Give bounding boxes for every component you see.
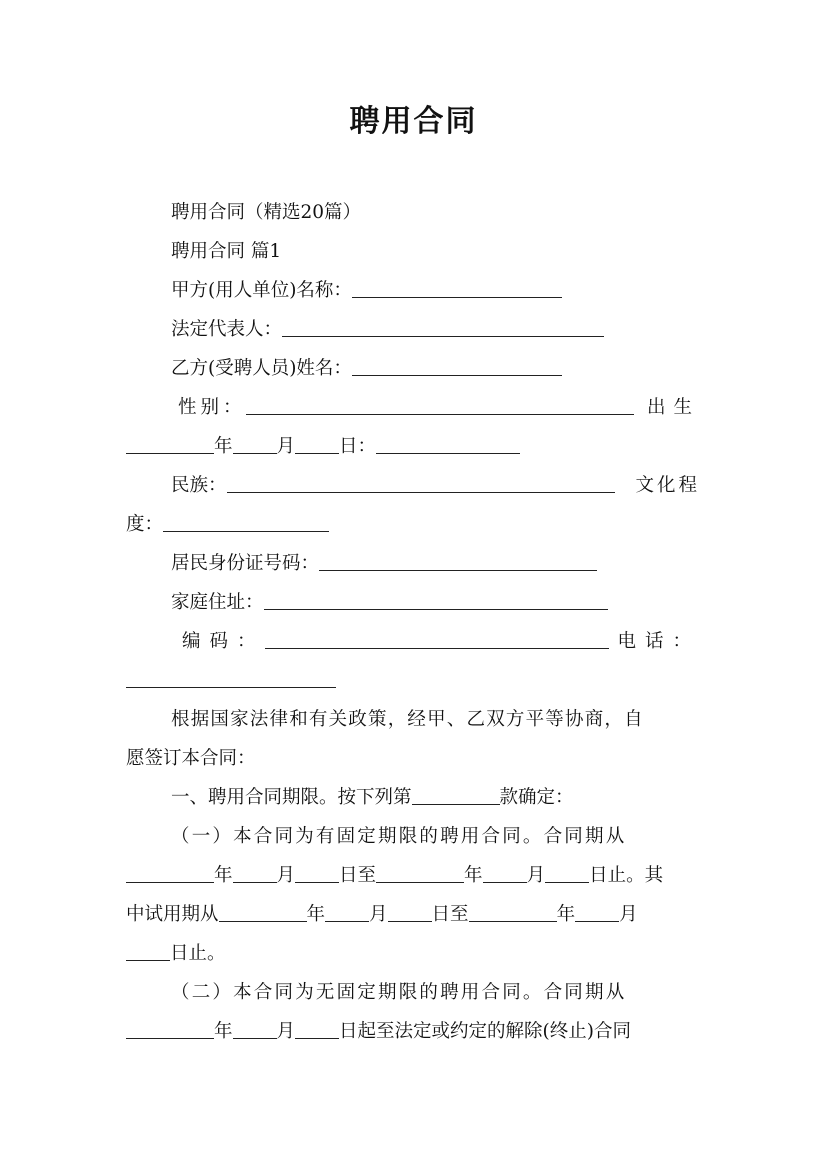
birth-year-blank[interactable] — [126, 435, 214, 454]
year-label: 年 — [214, 1021, 233, 1042]
edu-blank[interactable] — [163, 513, 329, 532]
month-label: 月 — [276, 1021, 296, 1042]
start-year-blank[interactable] — [126, 864, 214, 883]
section1-line — [171, 785, 574, 811]
year-label: 年 — [306, 904, 326, 925]
trial-end-year-blank[interactable] — [469, 903, 557, 922]
birth-date-line — [126, 434, 520, 460]
part-heading: 聘用合同 篇1 — [171, 241, 282, 262]
end-year-blank[interactable] — [376, 864, 464, 883]
year-label: 年 — [464, 865, 483, 886]
item1-line-4 — [126, 941, 226, 967]
postcode-blank[interactable] — [265, 630, 609, 649]
end-label: 日止。 — [170, 943, 226, 964]
edu-line — [126, 512, 329, 538]
section1-blank[interactable] — [412, 786, 500, 805]
start-day-blank[interactable] — [295, 864, 339, 883]
address-blank[interactable] — [264, 591, 608, 610]
id-blank[interactable] — [319, 552, 597, 571]
trial-start-month-blank[interactable] — [325, 903, 369, 922]
start-month-blank[interactable] — [233, 864, 277, 883]
end-day-blank[interactable] — [545, 864, 589, 883]
gender-blank[interactable] — [246, 396, 634, 415]
intro-line-1: 根据国家法律和有关政策，经甲、乙双方平等协商，自 — [171, 709, 644, 730]
edu-label: 文化程 — [635, 475, 700, 496]
edu-tail: 度： — [126, 514, 164, 535]
party-a-label: 甲方(用人单位)名称： — [171, 280, 352, 301]
phone-blank[interactable] — [126, 669, 336, 688]
year-label: 年 — [214, 436, 233, 457]
address-label: 家庭住址： — [171, 592, 264, 613]
postcode-line — [182, 629, 700, 655]
party-b-blank[interactable] — [352, 357, 562, 376]
nation-blank[interactable] — [227, 474, 615, 493]
birth-extra-blank[interactable] — [376, 435, 520, 454]
month-label: 月 — [619, 904, 638, 925]
address-line — [171, 590, 608, 616]
id-label: 居民身份证号码： — [171, 553, 320, 574]
month-label: 月 — [369, 904, 388, 925]
year-label: 年 — [556, 904, 576, 925]
item2-line-1: （二）本合同为无固定期限的聘用合同。合同期从 — [171, 982, 627, 1003]
document-title: 聘用合同 — [349, 104, 478, 139]
id-line — [171, 551, 597, 577]
item1-line-2 — [126, 863, 663, 889]
month-label: 月 — [276, 865, 296, 886]
month-label: 月 — [276, 436, 296, 457]
birth-day-blank[interactable] — [295, 435, 339, 454]
section1-tail: 款确定： — [499, 787, 574, 808]
item2-month-blank[interactable] — [233, 1020, 277, 1039]
item1-line-3 — [126, 902, 638, 928]
legal-rep-label: 法定代表人： — [171, 319, 283, 340]
phone-label: 电话： — [617, 631, 700, 652]
item1-line-1: （一）本合同为有固定期限的聘用合同。合同期从 — [171, 826, 627, 847]
to-label: 日至 — [339, 865, 377, 886]
trial-start-year-blank[interactable] — [219, 903, 307, 922]
party-b-line — [171, 356, 562, 382]
party-a-blank[interactable] — [352, 279, 562, 298]
birth-label: 出生 — [646, 397, 700, 418]
legal-rep-blank[interactable] — [282, 318, 604, 337]
legal-rep-line — [171, 317, 604, 343]
nation-label: 民族： — [171, 475, 227, 496]
phone-blank-line — [126, 668, 336, 694]
to-label: 日至 — [431, 904, 469, 925]
item2-tail: 日起至法定或约定的解除(终止)合同 — [339, 1021, 631, 1042]
subtitle: 聘用合同（精选20篇） — [171, 202, 362, 223]
end-month-blank[interactable] — [483, 864, 527, 883]
gender-label: 性别： — [178, 397, 246, 418]
item2-day-blank[interactable] — [295, 1020, 339, 1039]
trial-end-day-blank[interactable] — [126, 942, 170, 961]
trial-end-month-blank[interactable] — [575, 903, 619, 922]
item2-year-blank[interactable] — [126, 1020, 214, 1039]
month-label: 月 — [526, 865, 546, 886]
party-a-line — [171, 278, 562, 304]
trial-label: 中试用期从 — [126, 904, 219, 925]
section1-label: 一、聘用合同期限。按下列第 — [171, 787, 412, 808]
party-b-label: 乙方(受聘人员)姓名： — [171, 358, 352, 379]
year-label: 年 — [214, 865, 233, 886]
nation-line — [171, 473, 700, 499]
birth-month-blank[interactable] — [233, 435, 277, 454]
trial-start-day-blank[interactable] — [388, 903, 432, 922]
gender-line — [178, 395, 700, 421]
intro-line-2: 愿签订本合同： — [126, 748, 256, 769]
item2-line-2 — [126, 1019, 631, 1045]
postcode-label: 编码： — [182, 631, 265, 652]
day-label: 日： — [339, 436, 377, 457]
end-label: 日止。其 — [589, 865, 664, 886]
